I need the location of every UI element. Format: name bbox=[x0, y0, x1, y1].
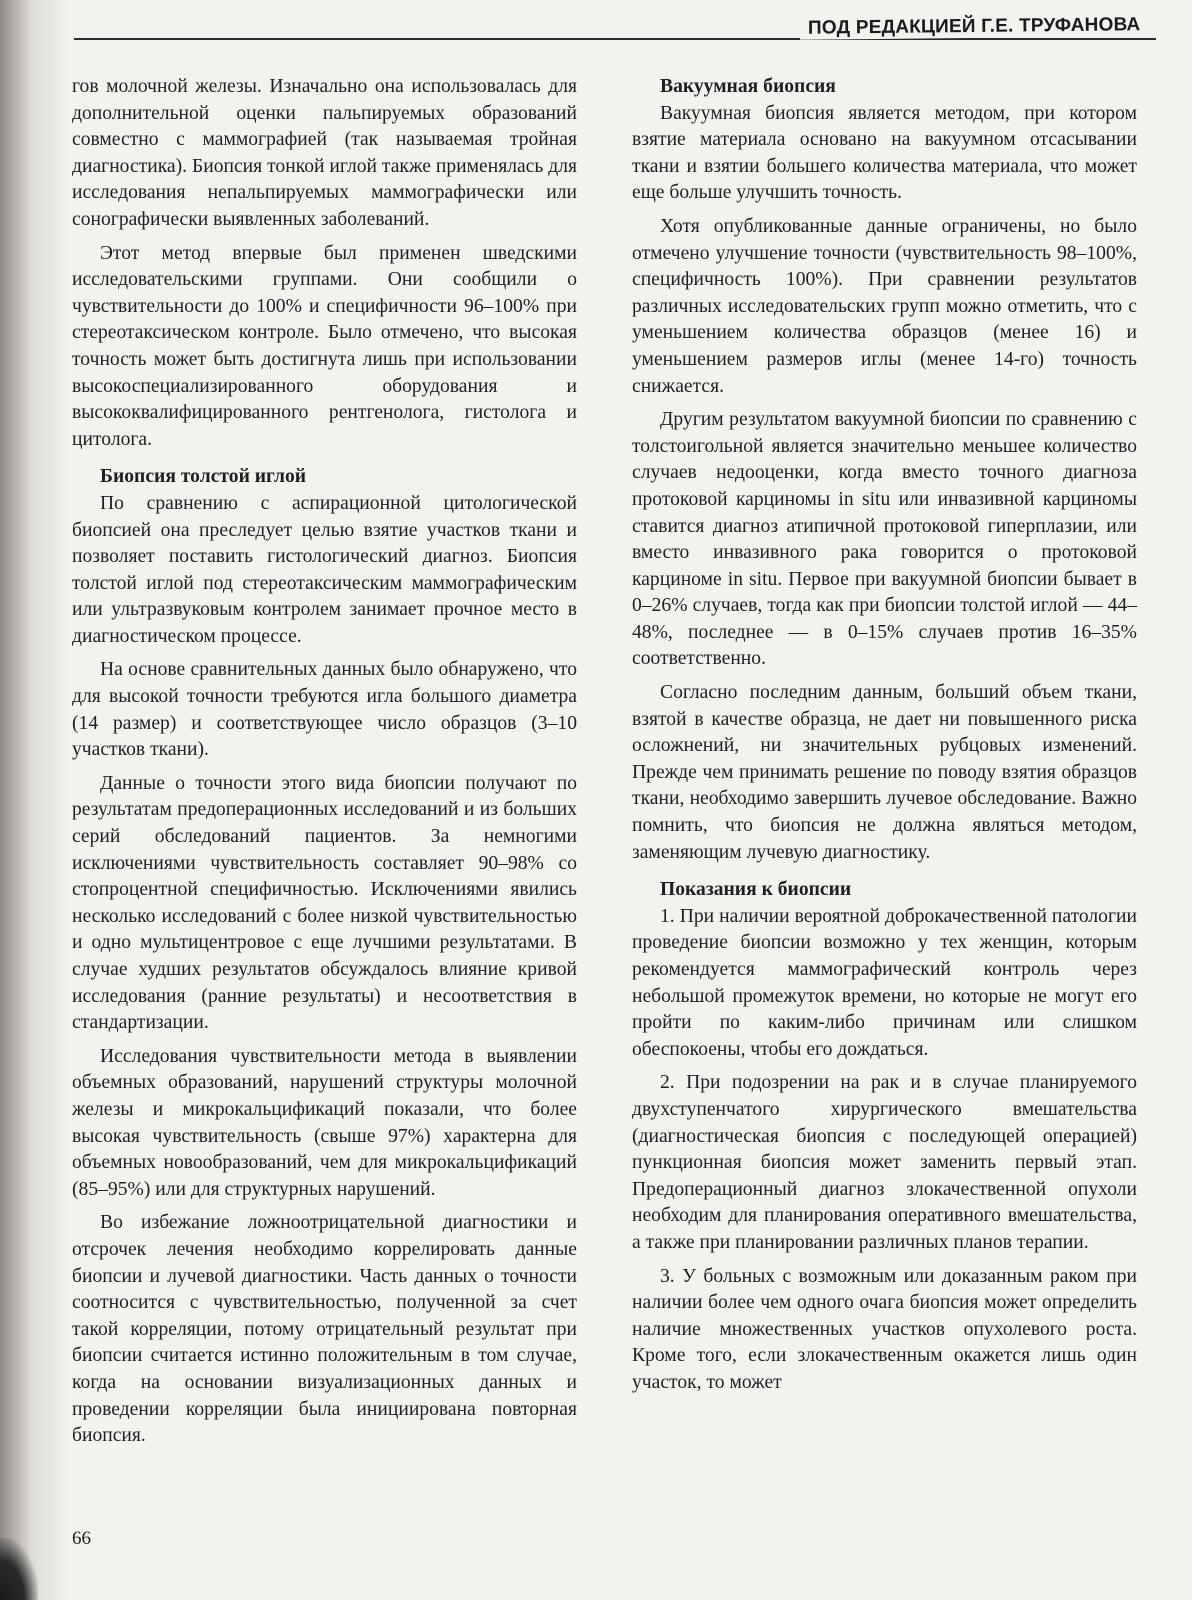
binding-shadow bbox=[0, 0, 70, 1600]
page-number: 66 bbox=[72, 1528, 91, 1549]
paragraph: Другим результатом вакуумной биопсии по сравнению с толстоигольной является значительно меньшее количество случаев недооценки, когда вместо точного диагноза протоковой карциномы in situ или инвазивной карциномы ставится диагноз атипичной протоковой гиперплазии, или вместо инвазивного рака говорится о протоковой карциноме in situ. Первое при вакуумной биопсии бывает в 0–26% случаев, тогда как при биопсии толстой иглой — 44–48%, последнее — в 0–15% случаев против 16–35% соответственно. bbox=[632, 409, 1137, 670]
paragraph: На основе сравнительных данных было обнаружено, что для высокой точности требуются игла большого диаметра (14 размер) и соответствующее число образцов (3–10 участков ткани). bbox=[72, 659, 577, 761]
header-rule bbox=[74, 38, 1156, 40]
paragraph: 3. У больных с возможным или доказанным раком при наличии более чем одного очага биопсия может определить наличие множественных участков опухолевого роста. Кроме того, если злокачественным окажется лишь один участок, то может bbox=[632, 1265, 1137, 1393]
right-column bbox=[632, 74, 1137, 1397]
paragraph: По сравнению с аспирационной цитологической биопсией она преследует целью взятие участков ткани и позволяет поставить гистологический диагноз. Биопсия толстой иглой под стереотаксическим маммографическим или ультразвуковым контролем занимает прочное место в диагностическом процессе. bbox=[72, 492, 577, 647]
paragraph: 1. При наличии вероятной доброкачественной патологии проведение биопсии возможно у тех женщин, которым рекомендуется маммографический контроль через небольшой промежуток времени, но которые не могут его пройти по каким-либо причинам или слишком обеспокоены, чтобы его дождаться. bbox=[632, 905, 1137, 1060]
paragraph: Хотя опубликованные данные ограничены, но было отмечено улучшение точности (чувствительность 98–100%, специфичность 100%). При сравнении результатов различных исследовательских групп можно отметить, что с уменьшением количества образцов (менее 16) и уменьшением размеров иглы (менее 14-го) точность снижается. bbox=[632, 215, 1137, 397]
paragraph: Во избежание ложноотрицательной диагностики и отсрочек лечения необходимо коррелировать данные биопсии и лучевой диагностики. Часть данных о точности соотносится с чувствительностью, полученной за счет такой корреляции, потому отрицательный результат при биопсии считается истинно положительным в том случае, когда на основании визуализационных данных и проведении корреляции была инициирована повторная биопсия. bbox=[72, 1212, 577, 1447]
section-heading-indications: Показания к биопсии bbox=[660, 879, 852, 901]
left-column bbox=[72, 74, 577, 1450]
scan-corner-mark bbox=[0, 1538, 38, 1600]
section-heading-vacuum-biopsy: Вакуумная биопсия bbox=[660, 76, 836, 97]
paragraph: гов молочной железы. Изначально она использовалась для дополнительной оценки пальпируемых образований совместно с маммографией (так называемая тройная диагностика). Биопсия тонкой иглой также применялась для исследования непальпируемых маммографически или сонографически выявленных заболеваний. bbox=[72, 76, 577, 230]
paragraph: Данные о точности этого вида биопсии получают по результатам предоперационных исследований и из больших серий обследований пациентов. За немногими исключениями чувствительность составляет 90–98% со стопроцентной специфичностью. Исключениями явились несколько исследований с более низкой чувствительностью и одно мультицентровое с еще лучшими результатами. В случае худших результатов обсуждалось влияние кривой исследования (ранние результаты) и несоответствия в стандартизации. bbox=[72, 772, 577, 1034]
paragraph: Этот метод впервые был применен шведскими исследовательскими группами. Они сообщили о чувствительности до 100% и специфичности 96–100% при стереотаксическом контроле. Было отмечено, что высокая точность может быть достигнута лишь при использовании высокоспециализированного оборудования и высококвалифицированного рентгенолога, гистолога и цитолога. bbox=[72, 242, 577, 450]
paragraph: Вакуумная биопсия является методом, при котором взятие материала основано на вакуумном отсасывании ткани и взятии большего количества материала, что может еще больше улучшить точность. bbox=[632, 102, 1137, 204]
paragraph: Исследования чувствительности метода в выявлении объемных образований, нарушений структуры молочной железы и микрокальцификаций показали, что более высокая чувствительность (свыше 97%) характерна для объемных новообразований, чем для микрокальцификаций (85–95%) или для структурных нарушений. bbox=[72, 1045, 577, 1200]
section-heading-core-biopsy: Биопсия толстой иглой bbox=[100, 466, 307, 488]
paragraph: Согласно последним данным, больший объем ткани, взятой в качестве образца, не дает ни повышенного риска осложнений, ни значительных рубцовых изменений. Прежде чем принимать решение по поводу взятия образцов ткани, необходимо завершить лучевое обследование. Важно помнить, что биопсия не должна являться методом, заменяющим лучевую диагностику. bbox=[632, 682, 1137, 863]
paragraph: 2. При подозрении на рак и в случае планируемого двухступенчатого хирургического вмешательства (диагностическая биопсия с последующей операцией) пункционная биопсия может заменить первый этап. Предоперационный диагноз злокачественной опухоли необходим для планирования оперативного вмешательства, а также при планировании различных планов терапии. bbox=[632, 1072, 1137, 1253]
running-head: ПОД РЕДАКЦИЕЙ Г.Е. ТРУФАНОВА bbox=[799, 14, 1140, 40]
